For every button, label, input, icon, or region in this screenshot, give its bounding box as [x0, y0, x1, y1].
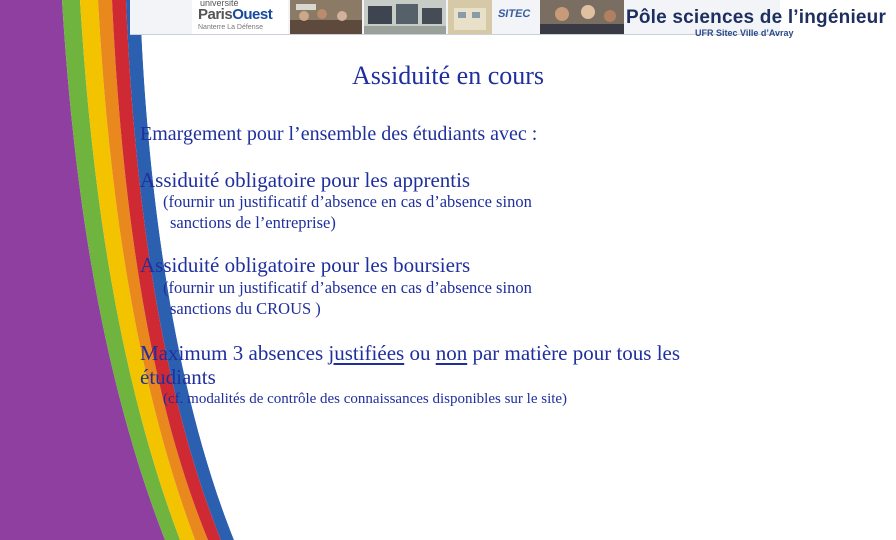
- photo-computers: [364, 0, 446, 34]
- max-absences-text-e: par matière pour tous les: [467, 341, 681, 365]
- max-absences-text-a: Maximum 3 absences: [140, 341, 329, 365]
- photo-classroom: [290, 0, 362, 34]
- intro-emargement: Emargement: [140, 123, 242, 145]
- logo-name-part2: Ouest: [232, 6, 273, 23]
- university-logo: [192, 0, 288, 34]
- item-max-absences-note: (cf. modalités de contrôle des connaissances disponibles sur le site): [163, 391, 568, 407]
- banner-subtitle: UFR Sitec Ville d’Avray: [695, 28, 794, 38]
- header-banner: [130, 0, 887, 38]
- item-apprentis-title: Assiduité obligatoire pour les apprentis: [140, 168, 471, 192]
- item-max-absences-line1: [140, 341, 680, 366]
- max-absences-non: non: [435, 341, 468, 365]
- intro-rest: pour l’ensemble des étudiants avec :: [241, 123, 538, 145]
- photo-students: [540, 0, 624, 34]
- max-absences-text-c: ou: [404, 341, 436, 365]
- logo-university-name: [198, 6, 272, 23]
- item-max-absences-line2: étudiants: [140, 365, 216, 389]
- logo-university-word: université: [200, 0, 239, 8]
- slide-title: Assiduité en cours: [351, 61, 545, 90]
- sitec-logo: SITEC: [496, 8, 532, 20]
- max-absences-justifiees: justifiées: [328, 341, 405, 365]
- item-boursiers-note-2: sanctions du CROUS ): [170, 299, 321, 318]
- intro-line: [140, 123, 537, 146]
- item-apprentis-note-1: (fournir un justificatif d’absence en cas d’absence sinon: [163, 192, 532, 211]
- item-boursiers-note-1: (fournir un justificatif d’absence en cas d’absence sinon: [163, 278, 532, 297]
- logo-name-part1: Paris: [198, 6, 233, 23]
- logo-university-sub: Nanterre La Défense: [198, 24, 263, 31]
- item-boursiers-title: Assiduité obligatoire pour les boursiers: [140, 253, 471, 277]
- photo-building: [448, 0, 492, 34]
- banner-title: Pôle sciences de l’ingénieur: [626, 7, 887, 28]
- item-apprentis-note-2: sanctions de l’entreprise): [170, 213, 336, 232]
